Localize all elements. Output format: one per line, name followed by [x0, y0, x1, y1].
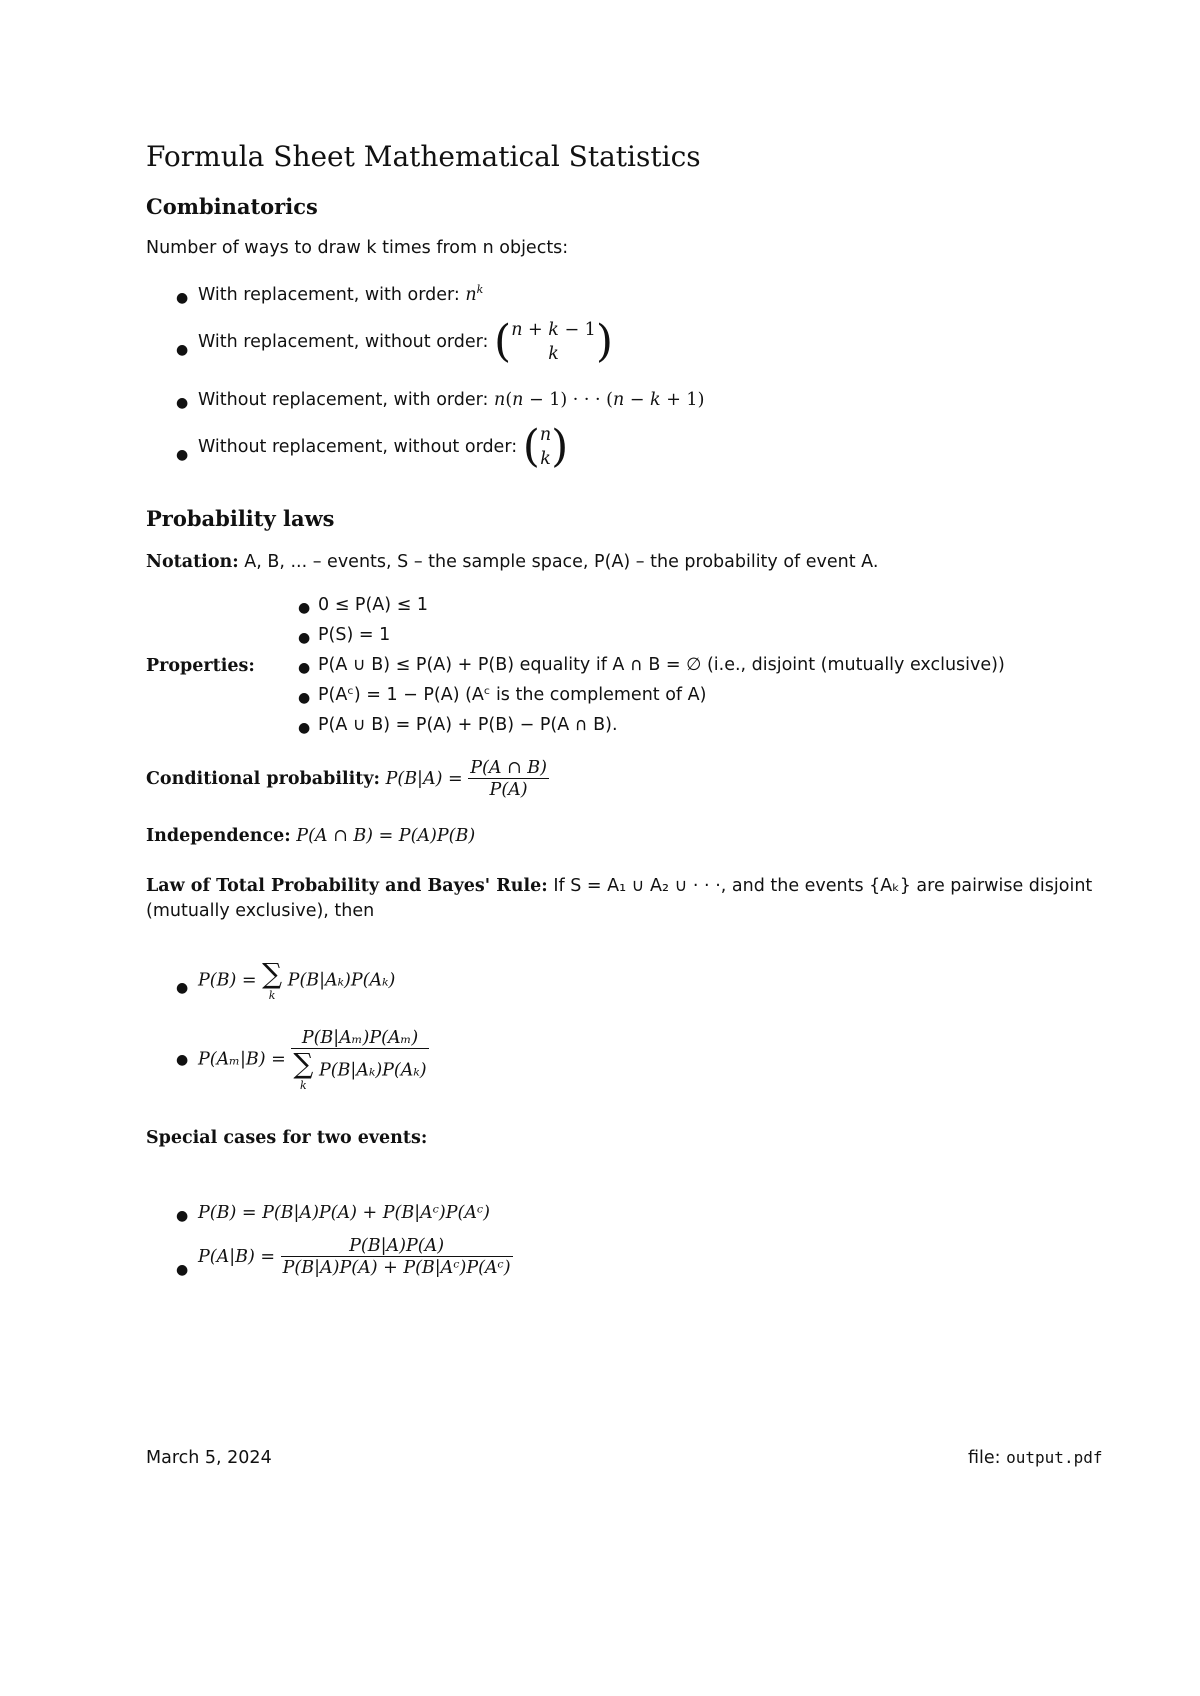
- bayes-denominator-row: [291, 1048, 428, 1091]
- bullet-icon: ●: [298, 720, 311, 736]
- bayes-numerator: P(B|Aₘ)P(Aₘ): [301, 1028, 419, 1048]
- total-probability-line1: [146, 876, 1092, 896]
- properties-label: Properties:: [146, 656, 255, 676]
- formula-binomial-n-k: (n k): [522, 421, 569, 472]
- bayes-lhs: P(Aₘ|B) =: [198, 1049, 286, 1070]
- formula-n-power-k: $n^k$: [465, 283, 484, 305]
- total-formula-rhs: P(B|Aₖ)P(Aₖ): [287, 970, 396, 991]
- conditional-probability-line: [146, 758, 549, 800]
- bullet-icon: ●: [176, 980, 189, 996]
- total-probability-text: If S = A₁ ∪ A₂ ∪ · · ·, and the events {Aₖ} are pairwise disjoint: [553, 876, 1093, 896]
- sum-symbol: ∑ k: [293, 1047, 314, 1092]
- notation-line: [146, 552, 878, 572]
- bullet-icon: ●: [176, 290, 189, 306]
- total-probability-formula: [198, 957, 396, 1002]
- footer-file-label: file:: [968, 1448, 1001, 1468]
- conditional-denominator: P(A): [468, 778, 549, 800]
- special-formula-bayes: [198, 1236, 513, 1278]
- bullet-icon: ●: [298, 600, 311, 616]
- property-item: 0 ≤ P(A) ≤ 1: [318, 595, 429, 615]
- conditional-numerator: P(A ∩ B): [470, 758, 547, 778]
- combinatorics-item: [198, 423, 568, 471]
- special-denominator: P(B|A)P(A) + P(B|Aᶜ)P(Aᶜ): [282, 1258, 511, 1278]
- total-probability-line2: (mutually exclusive), then: [146, 901, 375, 921]
- independence-line: [146, 826, 475, 846]
- property-item: P(A ∪ B) ≤ P(A) + P(B) equality if A ∩ B = ∅ (i.e., disjoint (mutually exclusive)): [318, 655, 1005, 675]
- bullet-icon: ●: [176, 1208, 189, 1224]
- footer-file-name: output.pdf: [1006, 1448, 1103, 1467]
- special-numerator: P(B|A)P(A): [349, 1236, 445, 1256]
- bullet-icon: ●: [176, 1262, 189, 1278]
- conditional-fraction: [468, 758, 549, 800]
- special-formula1: P(B) = P(B|A)P(A) + P(B|Aᶜ)P(Aᶜ): [198, 1203, 490, 1223]
- bayes-denominator: P(B|Aₖ)P(Aₖ): [318, 1060, 427, 1081]
- independence-formula: P(A ∩ B) = P(A)P(B): [296, 826, 476, 846]
- bullet-icon: ●: [298, 630, 311, 646]
- special-formula-total: [198, 1203, 490, 1223]
- independence-label: Independence:: [146, 826, 291, 846]
- page-title: Formula Sheet Mathematical Statistics: [146, 140, 701, 173]
- footer-file: [968, 1448, 1102, 1468]
- sum-index: k: [300, 1079, 307, 1092]
- bullet-icon: ●: [176, 395, 189, 411]
- special-cases-label: Special cases for two events:: [146, 1128, 428, 1148]
- property-item: P(S) = 1: [318, 625, 391, 645]
- bullet-icon: ●: [298, 660, 311, 676]
- formula-binomial-n-plus-k-minus-1: (n + k − 1 k ): [494, 316, 613, 367]
- bayes-formula: [198, 1028, 429, 1091]
- total-probability-label: Law of Total Probability and Bayes' Rule:: [146, 876, 548, 896]
- conditional-label: Conditional probability:: [146, 769, 381, 789]
- combinatorics-intro: Number of ways to draw k times from n objects:: [146, 238, 569, 258]
- combinatorics-item-label: With replacement, with order:: [198, 285, 460, 305]
- section-heading-probability-laws: Probability laws: [146, 506, 335, 531]
- property-item: P(A ∪ B) = P(A) + P(B) − P(A ∩ B).: [318, 715, 618, 735]
- bayes-fraction: [291, 1028, 428, 1091]
- notation-text: A, B, ... – events, S – the sample space, P(A) – the probability of event A.: [244, 552, 879, 572]
- combinatorics-item-label: With replacement, without order:: [198, 332, 489, 352]
- combinatorics-item-label: Without replacement, with order:: [198, 390, 489, 410]
- section-heading-combinatorics: Combinatorics: [146, 194, 318, 219]
- sum-symbol: ∑ k: [262, 957, 283, 1002]
- bullet-icon: ●: [176, 1052, 189, 1068]
- special-fraction: [281, 1236, 513, 1278]
- bullet-icon: ●: [176, 447, 189, 463]
- footer-date: March 5, 2024: [146, 1448, 272, 1468]
- total-formula-lhs: P(B) =: [198, 970, 257, 991]
- special-lhs: P(A|B) =: [198, 1247, 276, 1267]
- combinatorics-item-label: Without replacement, without order:: [198, 437, 518, 457]
- combinatorics-item: [198, 318, 613, 366]
- property-item: P(Aᶜ) = 1 − P(A) (Aᶜ is the complement of A): [318, 685, 707, 705]
- combinatorics-item: [198, 285, 483, 305]
- notation-label: Notation:: [146, 552, 239, 572]
- bullet-icon: ●: [298, 690, 311, 706]
- bullet-icon: ●: [176, 342, 189, 358]
- combinatorics-item: [198, 390, 704, 410]
- sum-index: k: [268, 989, 276, 1002]
- conditional-lhs: P(B|A) =: [385, 769, 463, 789]
- formula-falling-factorial: n(n − 1) · · · (n − k + 1): [494, 390, 705, 410]
